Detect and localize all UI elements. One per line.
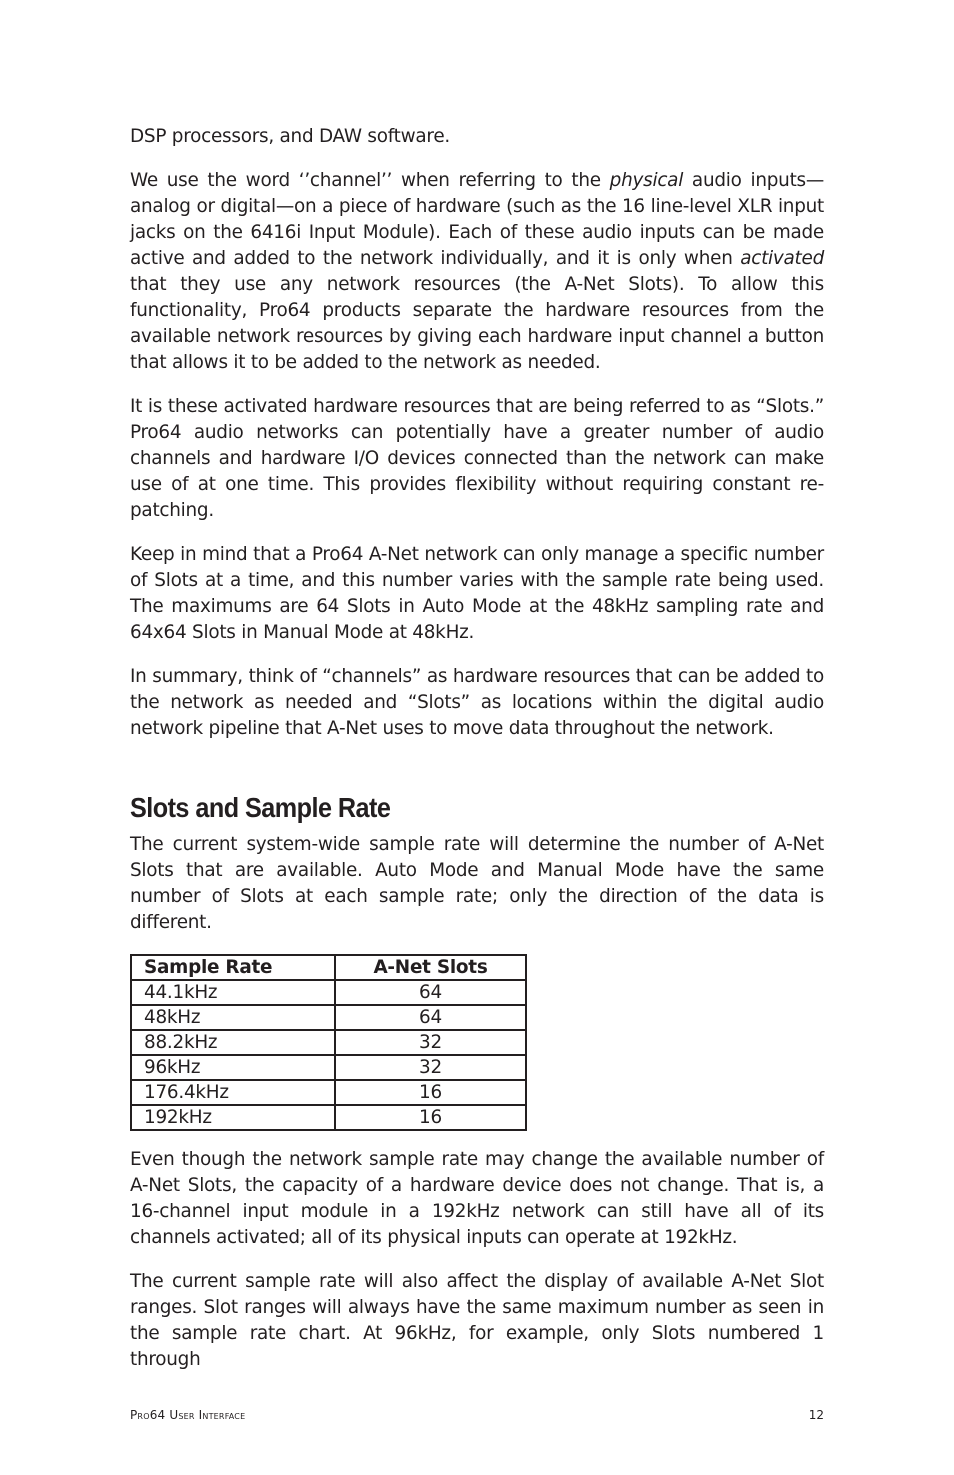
- text-run: Keep in mind that a Pro64 A-Net network can only manage a specific number of Slots at a time, and this number varies with the sample rate being used. The maximums are 64 Slots in Auto Mode at the 48kHz sampling rate and 64x64 Slots in Manual Mode at 48kHz.: [130, 544, 824, 643]
- text-run: DSP processors, and DAW software.: [130, 126, 450, 147]
- cell-anet-slots: 64: [335, 1005, 526, 1030]
- body-paragraph: [130, 542, 824, 646]
- cell-anet-slots: 16: [335, 1080, 526, 1105]
- table-header-row: [131, 955, 526, 980]
- cell-sample-rate: 88.2kHz: [131, 1030, 335, 1055]
- body-text-top: [130, 124, 824, 742]
- cell-anet-slots: 32: [335, 1030, 526, 1055]
- body-paragraph: [130, 168, 824, 376]
- running-footer-title: Pro64 User Interface: [130, 1408, 246, 1422]
- table-row: [131, 1105, 526, 1130]
- after-table-paragraph-2: The current sample rate will also affect the display of available A-Net Slot ranges. Slot ranges will always have the same maximum number as seen in the sample rate chart. At 96kHz, for example, only Slots numbered 1 through: [130, 1271, 824, 1370]
- body-paragraph: [130, 394, 824, 524]
- table-row: [131, 1030, 526, 1055]
- cell-sample-rate: 96kHz: [131, 1055, 335, 1080]
- cell-anet-slots: 64: [335, 980, 526, 1005]
- emphasis-text: activated: [740, 248, 824, 269]
- table-row: [131, 1080, 526, 1105]
- text-run: audio inputs—analog or digital—on a piece of hardware (such as the 16 line-level XLR input jacks on the 6416i Input Module). Each of these audio inputs can be made active and added to the network individually, and it is only when: [130, 170, 825, 269]
- table-row: [131, 980, 526, 1005]
- text-run: We use the word ‘’channel’’ when referring to the: [130, 170, 610, 191]
- body-paragraph: [130, 664, 824, 742]
- text-run: In summary, think of “channels” as hardware resources that can be added to the network as needed and “Slots” as locations within the digital audio network pipeline that A-Net uses to move data throughout the network.: [130, 666, 824, 739]
- table-row: [131, 1005, 526, 1030]
- section-heading: Slots and Sample Rate: [130, 792, 391, 823]
- cell-anet-slots: 32: [335, 1055, 526, 1080]
- after-table-paragraph-1: Even though the network sample rate may change the available number of A-Net Slots, the capacity of a hardware device does not change. That is, a 16-channel input module in a 192kHz network can still have all of its channels activated; all of its physical inputs can operate at 192kHz.: [130, 1149, 824, 1248]
- cell-sample-rate: 176.4kHz: [131, 1080, 335, 1105]
- table-row: [131, 1055, 526, 1080]
- emphasis-text: physical: [609, 170, 684, 191]
- section-intro-paragraph: The current system-wide sample rate will determine the number of A-Net Slots that are available. Auto Mode and Manual Mode have the same number of Slots at each sample rate; only the direction of the data is different.: [130, 834, 824, 933]
- cell-sample-rate: 44.1kHz: [131, 980, 335, 1005]
- text-run: that they use any network resources (the A-Net Slots). To allow this functionality, Pro64 products separate the hardware resources from the available network resources by giving each hardware input channel a button that allows it to be added to the network as needed.: [130, 274, 824, 373]
- cell-sample-rate: 48kHz: [131, 1005, 335, 1030]
- page-content: [130, 124, 824, 1391]
- text-run: It is these activated hardware resources that are being referred to as “Slots.” Pro64 audio networks can potentially have a greater number of audio channels and hardware I/O devices connected than the network can make use of at one time. This provides flexibility without requiring constant re-patching.: [130, 396, 824, 521]
- page-number: 12: [808, 1408, 824, 1422]
- cell-anet-slots: 16: [335, 1105, 526, 1130]
- body-paragraph: [130, 124, 824, 150]
- cell-sample-rate: 192kHz: [131, 1105, 335, 1130]
- column-header-sample-rate: Sample Rate: [131, 955, 335, 980]
- sample-rate-table: [130, 954, 527, 1131]
- column-header-anet-slots: A-Net Slots: [335, 955, 526, 980]
